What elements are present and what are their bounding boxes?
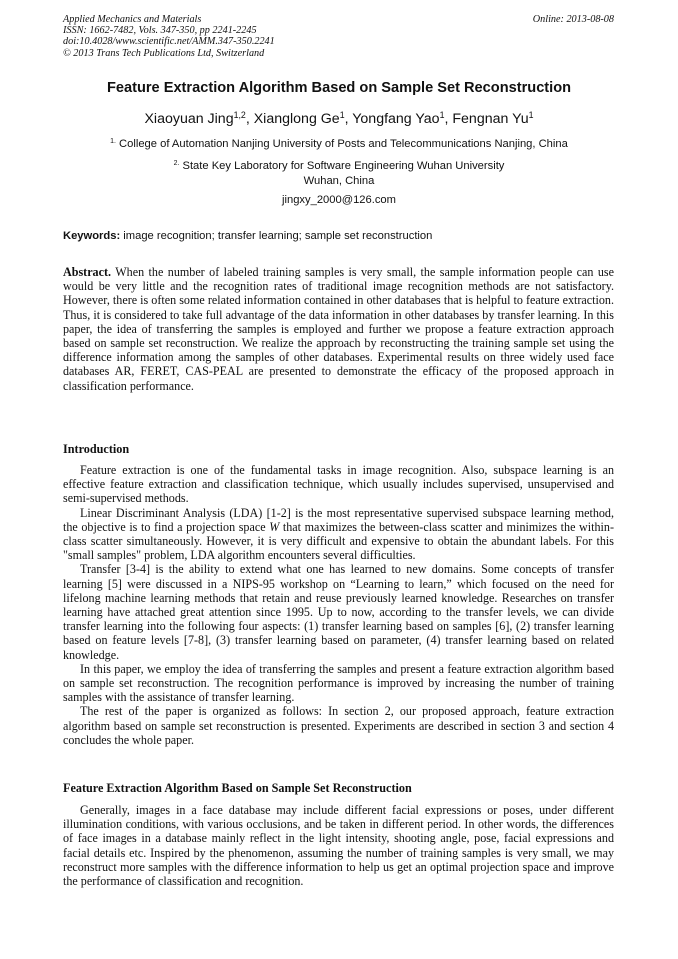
- author-affiliation-mark: 1: [439, 110, 445, 121]
- affiliation-text: State Key Laboratory for Software Engineering Wuhan University: [179, 160, 505, 172]
- paragraph: Feature extraction is one of the fundamental tasks in image recognition. Also, subspace learning is an effective feature extraction and classification technique, which usually includes supervised, unsupervised and semi-supervised methods.: [63, 463, 614, 506]
- online-date: Online: 2013-08-08: [532, 14, 614, 25]
- contact-email[interactable]: jingxy_2000@126.com: [282, 194, 396, 206]
- author-name: Xianglong Ge: [253, 111, 340, 127]
- abstract-label: Abstract.: [63, 265, 112, 279]
- paragraph: Generally, images in a face database may include different facial expressions or poses, under different illumination conditions, with various occlusions, and be taken in different period. In other words, the differences of face images in a database mainly reflect in the light intensity, shooting angle, pose, facial expressions and facial details etc. Inspired by the phenomenon, assuming the number of training samples is very small, we may reconstruct more samples with the difference information to help us get an optimal projection space and improve the performance of classification and recognition.: [63, 803, 614, 889]
- journal-header: [63, 14, 275, 59]
- section-heading-introduction: Introduction: [63, 442, 130, 456]
- keywords-label: Keywords:: [63, 230, 121, 242]
- affiliation-2: [0, 159, 678, 188]
- author-separator: ,: [444, 111, 453, 127]
- author-affiliation-mark: 1: [528, 110, 534, 121]
- author-affiliation-mark: 1,2: [233, 110, 246, 121]
- copyright-line: © 2013 Trans Tech Publications Ltd, Switzerland: [63, 47, 265, 59]
- affiliation-mark: 1.: [110, 138, 116, 146]
- author-name: Yongfang Yao: [352, 111, 440, 127]
- paragraph: The rest of the paper is organized as follows: In section 2, our proposed approach, feature extraction algorithm based on sample set reconstruction is presented. Experiments are described in section 3 and section 4 concludes the whole paper.: [63, 704, 614, 747]
- introduction-body: [63, 463, 614, 747]
- paper-title: Feature Extraction Algorithm Based on Sample Set Reconstruction: [106, 80, 572, 96]
- paragraph-text: that maximizes the between-class scatter and minimizes the within-class scatter simultaneously. However, it is very difficult and expensive to obtain the abundant labels. For this "small samples" problem, LDA algorithm encounters several difficulties.: [63, 519, 614, 563]
- paragraph: In this paper, we employ the idea of transferring the samples and present a feature extraction algorithm based on sample set reconstruction. The recognition performance is improved by increasing the number of training samples with the assistance of transfer learning.: [63, 661, 614, 705]
- author-list: [0, 111, 678, 127]
- affiliation-mark: 2.: [173, 160, 180, 168]
- doi-line: doi:10.4028/www.scientific.net/AMM.347-350.2241: [63, 36, 275, 48]
- section-heading-method: Feature Extraction Algorithm Based on Sample Set Reconstruction: [63, 781, 412, 795]
- paragraph: [63, 506, 614, 563]
- paragraph-text: Linear Discriminant Analysis (LDA) [1-2] is the most representative supervised subspace learning method, the objective is to find a projection space: [63, 505, 614, 534]
- author-name: Fengnan Yu: [452, 111, 529, 127]
- affiliation-city: Wuhan, China: [303, 174, 375, 187]
- abstract-text: When the number of labeled training samples is very small, the sample information people can use would be very little and the recognition rates of traditional image recognition methods are not satisfactory. However, there is often some related information contained in other databases that is helpful to feature extraction. Thus, it is considered to take full advantage of the data information in other databases by transfer learning. In this paper, the idea of transferring the samples is employed and further we propose a feature extraction approach based on sample set reconstruction. We realize the approach by reconstructing the training sample set using the difference information among the samples of other databases. Experimental results on three widely used face databases AR, FERET, CAS-PEAL are presented to demonstrate the efficacy of the proposed approach in classification performance.: [63, 265, 614, 393]
- keywords-line: [63, 230, 615, 242]
- author-name: Xiaoyuan Jing: [144, 111, 234, 127]
- affiliation-1: [0, 137, 678, 152]
- issn-line: ISSN: 1662-7482, Vols. 347-350, pp 2241-2245: [63, 25, 257, 37]
- method-body: [63, 803, 614, 888]
- author-affiliation-mark: 1: [339, 110, 345, 121]
- journal-name: Applied Mechanics and Materials: [63, 14, 202, 25]
- paragraph: Transfer [3-4] is the ability to extend what one has learned to new domains. Some concepts of transfer learning [5] were discussed in a NIPS-95 workshop on “Learning to learn,” which focused on the need for lifelong machine learning methods that retain and reuse previously learned knowledge. Researches on transfer learning have attached great attention since 1995. Up to now, according to the transfer levels, we can divide transfer learning into the following four aspects: (1) transfer learning based on samples [6], (2) transfer learning based on feature levels [7-8], (3) transfer learning based on parameter, (4) transfer learning based on related knowledge.: [63, 562, 614, 662]
- math-variable: W: [269, 519, 280, 534]
- affiliation-text: College of Automation Nanjing University of Posts and Telecommunications Nanjing, China: [115, 138, 568, 150]
- author-separator: ,: [344, 111, 353, 127]
- author-separator: ,: [245, 111, 254, 127]
- abstract: [63, 265, 614, 393]
- keywords-text: image recognition; transfer learning; sample set reconstruction: [120, 230, 433, 242]
